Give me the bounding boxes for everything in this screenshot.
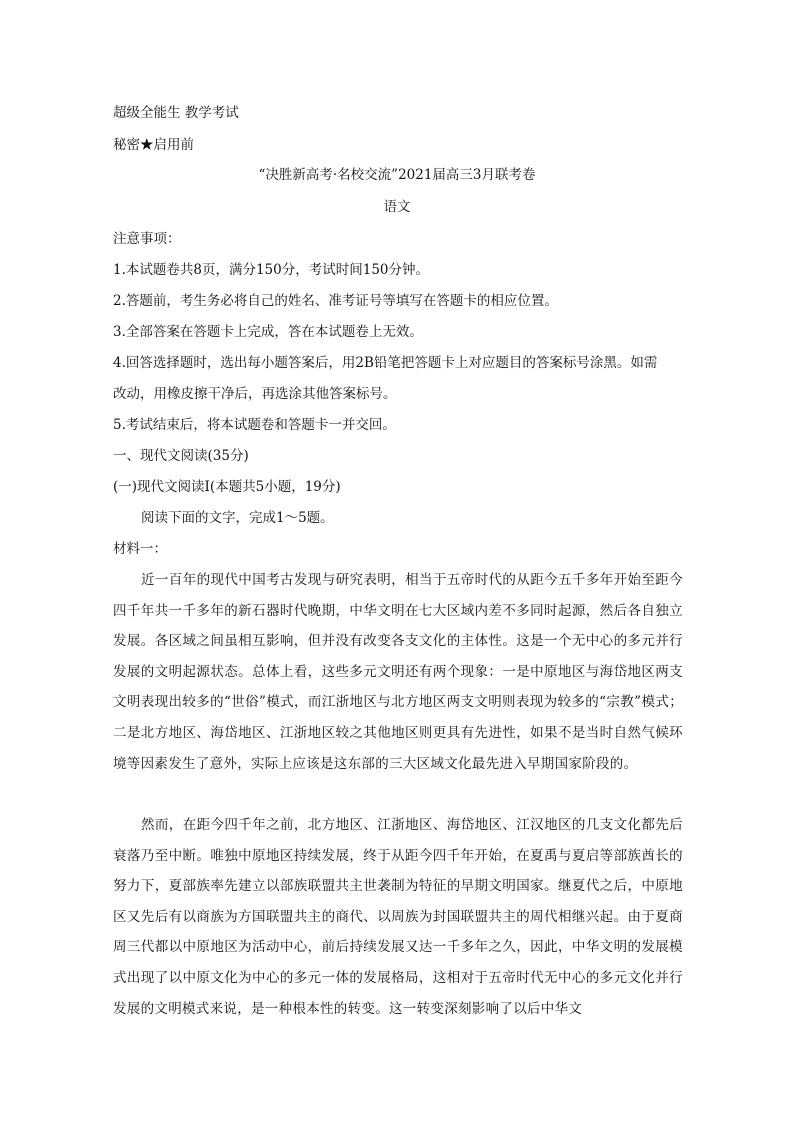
section-part: 一、现代文阅读(35分) <box>113 448 249 464</box>
notice-heading: 注意事项： <box>113 231 181 247</box>
notice-item: 5.考试结束后，将本试题卷和答题卡一并交回。 <box>113 417 396 433</box>
section-instruction: 阅读下面的文字，完成1～5题。 <box>141 510 334 526</box>
section-subpart: (一)现代文阅读I(本题共5小题，19分) <box>113 479 341 495</box>
notice-item: 改动，用橡皮擦干净后，再选涂其他答案标号。 <box>113 386 397 402</box>
notice-item: 3.全部答案在答题卡上完成，答在本试题卷上无效。 <box>113 324 423 340</box>
material-paragraph-2: 然而，在距今四千年之前，北方地区、江浙地区、海岱地区、江汉地区的几支文化都先后衰落乃至中断。唯独中原地区持续发展，终于从距今四千年开始，在夏禹与夏启等部族酋长的努力下，夏部族率先建立以部族联盟共主世袭制为特征的早期文明国家。继夏代之后，中原地区又先后有以商族为方国联盟共主的商代、以周族为封国联盟共主的周代相继兴起。由于夏商周三代都以中原地区为活动中心，前后持续发展又达一千多年之久，因此，中华文明的发展模式出现了以中原文化为中心的多元一体的发展格局，这相对于五帝时代无中心的多元文化并行发展的文明模式来说，是一种根本性的转变。这一转变深刻影响了以后中华文 <box>113 817 683 1017</box>
notice-item: 4.回答选择题时，选出每小题答案后，用2B铅笔把答题卡上对应题目的答案标号涂黑。如需 <box>113 355 658 371</box>
secret-mark: 秘密★启用前 <box>113 137 194 153</box>
notice-item: 2.答题前，考生务必将自己的姓名、准考证号等填写在答题卡的相应位置。 <box>113 293 558 309</box>
material-label: 材料一： <box>113 541 167 557</box>
brand-text: 超级全能生 教学考试 <box>113 105 239 121</box>
notice-item: 1.本试题卷共8页，满分150分，考试时间150分钟。 <box>113 262 430 278</box>
material-paragraph-1: 近一百年的现代中国考古发现与研究表明，相当于五帝时代的从距今五千多年开始至距今四千年共一千多年的新石器时代晚期，中华文明在七大区域内差不多同时起源，然后各自独立发展。各区域之间虽相互影响，但并没有改变各支文化的主体性。这是一个无中心的多元并行发展的文明起源状态。总体上看，这些多元文明还有两个现象：一是中原地区与海岱地区两支文明表现出较多的“世俗”模式，而江浙地区与北方地区两支文明则表现为较多的“宗教”模式；二是北方地区、海岱地区、江浙地区较之其他地区则更具有先进性，如果不是当时自然气候环境等因素发生了意外，实际上应该是这东部的三大区域文化最先进入早期国家阶段的。 <box>113 572 683 772</box>
exam-title: “决胜新高考·名校交流”2021届高三3月联考卷 <box>258 167 536 183</box>
subject-title: 语文 <box>383 199 411 215</box>
